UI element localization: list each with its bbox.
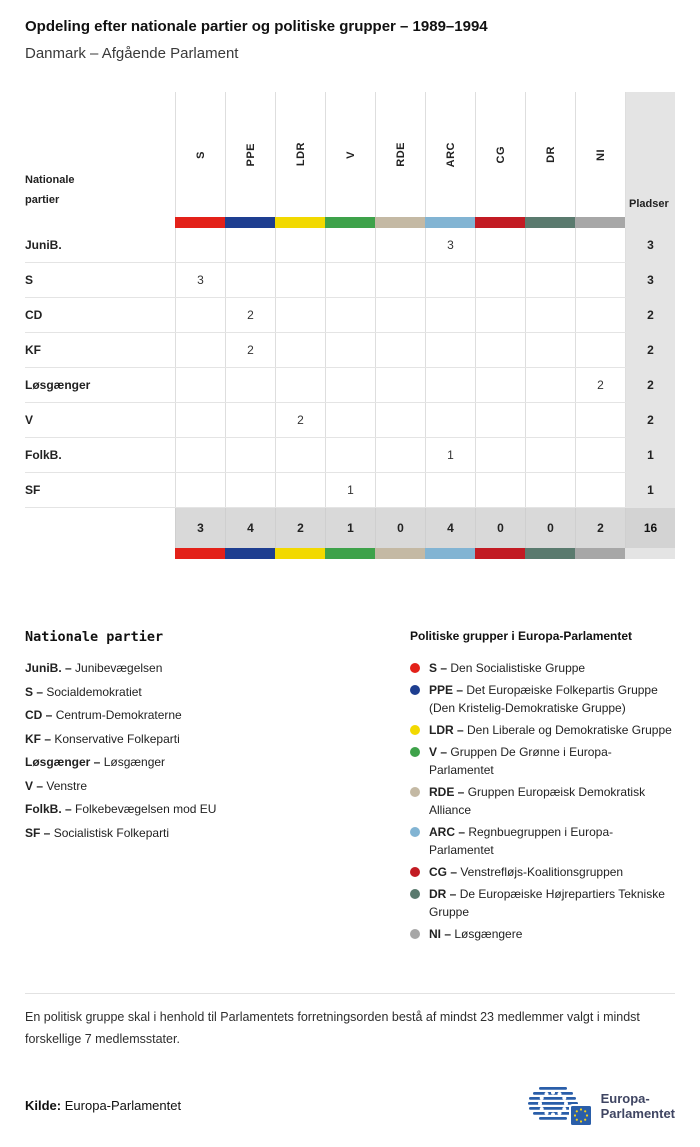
color-bar-V [325,548,375,559]
value-cell [375,438,425,472]
legend-party-abbr: FolkB. – [25,802,76,816]
group-code-label: ARC [444,141,457,168]
value-cell [175,473,225,507]
legend-color-dot [410,827,420,837]
legend-group-abbr: RDE – [429,785,468,799]
group-header-DR [525,92,575,217]
legend-group-text [429,743,675,779]
value-cell: 1 [325,473,375,507]
legend-group-name: Løsgængere [454,927,523,941]
legend-group-name: Gruppen Europæisk Demokratisk Alliance [429,785,646,817]
legend-party-name: Folkebevægelsen mod EU [75,802,217,816]
legend-party-abbr: KF – [25,731,55,746]
party-label: V [25,413,34,427]
legend-party-item [25,661,410,675]
value-cell [325,228,375,262]
legend-group-text [429,659,585,677]
value-cell [275,368,325,402]
value-cell: 3 [425,228,475,262]
legend-group-abbr: CG – [429,865,461,879]
group-header-NI [575,92,625,217]
value-cell [275,438,325,472]
seats-header-cell [625,92,675,217]
value-cell [475,228,525,262]
row-seats-cell: 2 [625,403,675,437]
value-cell [525,263,575,297]
legend-party-item [25,802,410,816]
color-bar-S [175,548,225,559]
value-cell [475,473,525,507]
table-row [25,403,675,438]
group-header-PPE [225,92,275,217]
total-cell: 4 [425,508,475,548]
legend-group-item [410,925,675,943]
row-seats-cell: 2 [625,368,675,402]
group-code-label: DR [544,146,557,163]
value-cell [175,403,225,437]
legend-party-name: Løsgænger [103,755,166,769]
value-cell [225,263,275,297]
group-code-label: RDE [394,142,407,167]
value-cell [325,263,375,297]
total-cell: 2 [275,508,325,548]
value-cell [525,473,575,507]
legend-party-name: Junibevægelsen [75,661,163,675]
legend-group-abbr: V – [429,745,451,759]
value-cell [425,403,475,437]
legend-party-name: Centrum-Demokraterne [55,708,182,722]
legend-party-abbr: JuniB. – [25,661,76,675]
color-bar-DR [525,548,575,559]
legend-group-name: De Europæiske Højrepartiers Tekniske Gruppe [429,887,665,919]
legend-parties [25,629,410,947]
color-bar-V [325,217,375,228]
legend-party-abbr: S – [25,684,47,699]
table-row [25,298,675,333]
legend-party-item [25,708,410,722]
value-cell [475,403,525,437]
group-header-V [325,92,375,217]
legend-group-item [410,823,675,859]
source [25,1098,181,1113]
bar-spacer [25,217,175,228]
row-axis-label-cell [25,92,175,217]
value-cell: 2 [225,298,275,332]
seats-header-label: Pladser [629,198,669,210]
value-cell [175,298,225,332]
value-cell [325,298,375,332]
legend-group-name: Den Socialistiske Gruppe [450,661,586,675]
legend-party-abbr: CD – [25,708,56,722]
legend-group-abbr: NI – [429,927,455,941]
value-cell [225,228,275,262]
value-cell [175,228,225,262]
color-bar-top [25,217,675,228]
value-cell [225,368,275,402]
value-cell [425,333,475,367]
legend-groups-list [410,659,675,943]
legend-group-abbr: S – [429,661,451,675]
legend-group-abbr: LDR – [429,723,468,737]
table-total-row [25,508,675,548]
value-cell: 2 [225,333,275,367]
row-seats-cell: 3 [625,263,675,297]
bar-seats-cell [625,548,675,559]
group-code-label: CG [494,145,507,164]
legend-group-name: Gruppen De Grønne i Europa-Parlamentet [429,745,612,777]
table-row [25,368,675,403]
legend-group-item [410,681,675,717]
legends [25,629,675,947]
color-bar-LDR [275,217,325,228]
group-header-S [175,92,225,217]
value-cell [325,438,375,472]
legend-party-abbr: V – [25,778,47,793]
bar-seats-cell [625,217,675,228]
party-label: SF [25,483,41,497]
legend-party-item [25,732,410,746]
legend-group-item [410,783,675,819]
seats-table [25,92,675,559]
legend-party-item [25,826,410,840]
value-cell [375,333,425,367]
value-cell [475,438,525,472]
value-cell [175,368,225,402]
legend-group-text [429,885,675,921]
party-label: CD [25,308,43,322]
total-cell: 0 [525,508,575,548]
value-cell [425,368,475,402]
row-seats-cell: 2 [625,333,675,367]
value-cell [525,298,575,332]
value-cell [525,368,575,402]
legend-party-abbr: SF – [25,825,54,840]
legend-color-dot [410,867,420,877]
bar-spacer [25,548,175,559]
color-bar-LDR [275,548,325,559]
group-code-label: PPE [244,142,257,167]
ep-logo-wordmark-line1: Europa- [600,1090,650,1106]
page-subtitle: Danmark – Afgående Parlament [25,45,239,62]
group-header-RDE [375,92,425,217]
legend-party-name: Venstre [46,778,88,793]
group-header-LDR [275,92,325,217]
value-cell [475,298,525,332]
value-cell [375,263,425,297]
value-cell [525,228,575,262]
color-bar-PPE [225,217,275,228]
value-cell [375,368,425,402]
table-row [25,228,675,263]
legend-group-item [410,743,675,779]
color-bar-ARC [425,548,475,559]
legend-group-text [429,925,522,943]
value-cell [425,298,475,332]
ep-logo-wordmark [601,1091,675,1121]
value-cell [575,403,625,437]
legend-group-abbr: DR – [429,887,460,901]
legend-group-item [410,863,675,881]
value-cell [575,473,625,507]
table-row [25,473,675,508]
group-header-ARC [425,92,475,217]
legend-color-dot [410,685,420,695]
ep-logo-icon [524,1083,594,1129]
legend-group-name: Det Europæiske Folkepartis Gruppe (Den Kristelig-Demokratiske Gruppe) [429,683,658,715]
table-row [25,263,675,298]
legend-color-dot [410,747,420,757]
legend-party-name: Socialdemokratiet [46,684,142,699]
color-bar-ARC [425,217,475,228]
value-cell [175,438,225,472]
color-bar-CG [475,548,525,559]
value-cell [225,438,275,472]
legend-group-text [429,783,675,819]
legend-parties-list [25,661,410,840]
color-bar-S [175,217,225,228]
legend-color-dot [410,929,420,939]
total-cell: 1 [325,508,375,548]
value-cell [575,298,625,332]
value-cell [425,263,475,297]
ep-logo-wordmark-line2: Parlamentet [600,1105,675,1121]
group-header-CG [475,92,525,217]
value-cell: 1 [425,438,475,472]
legend-group-name: Venstrefløjs-Koalitionsgruppen [460,865,624,879]
row-axis-label: Nationale partier [25,174,75,207]
value-cell [525,333,575,367]
value-cell: 2 [575,368,625,402]
group-code-label: LDR [294,142,307,167]
legend-group-name: Regnbuegruppen i Europa-Parlamentet [429,825,614,857]
legend-party-name: Socialistisk Folkeparti [53,825,170,840]
legend-groups [410,629,675,947]
legend-party-item [25,755,410,769]
party-label: FolkB. [25,448,62,462]
group-code-label: NI [594,148,607,161]
value-cell [475,333,525,367]
value-cell [525,438,575,472]
legend-group-abbr: PPE – [429,683,467,697]
value-cell [375,473,425,507]
row-seats-cell: 2 [625,298,675,332]
value-cell [375,228,425,262]
legend-party-abbr: Løsgænger – [25,755,104,769]
legend-group-text [429,681,675,717]
color-bar-RDE [375,217,425,228]
value-cell [575,263,625,297]
source-label: Kilde: [25,1098,62,1114]
legend-group-item [410,659,675,677]
party-label: S [25,273,34,287]
value-cell [175,333,225,367]
footnote: En politisk gruppe skal i henhold til Parlamentets forretningsorden bestå af mindst 23 medlemmer valgt i mindst forskellige 7 medlemsstater. [25,993,675,1051]
table-body [25,228,675,508]
total-cell: 2 [575,508,625,548]
value-cell [325,333,375,367]
color-bar-NI [575,217,625,228]
legend-party-name: Konservative Folkeparti [54,731,180,746]
row-seats-cell: 3 [625,228,675,262]
value-cell [525,403,575,437]
color-bar-RDE [375,548,425,559]
source-value: Europa-Parlamentet [64,1098,182,1114]
legend-group-text [429,823,675,859]
legend-group-text [429,721,672,739]
color-bar-DR [525,217,575,228]
value-cell [325,403,375,437]
group-code-label: V [344,150,357,159]
total-seats-cell: 16 [625,508,675,548]
value-cell [275,298,325,332]
legend-group-item [410,721,675,739]
value-cell [475,368,525,402]
legend-color-dot [410,889,420,899]
total-cell: 0 [475,508,525,548]
footer [25,1083,675,1129]
legend-group-item [410,885,675,921]
legend-color-dot [410,787,420,797]
value-cell [475,263,525,297]
value-cell [375,403,425,437]
row-seats-cell: 1 [625,438,675,472]
party-label: JuniB. [25,238,62,252]
legend-color-dot [410,663,420,673]
value-cell [575,228,625,262]
value-cell [575,333,625,367]
color-bar-PPE [225,548,275,559]
row-seats-cell: 1 [625,473,675,507]
party-label: Løsgænger [25,378,91,392]
legend-party-item [25,685,410,699]
value-cell: 3 [175,263,225,297]
legend-parties-title: Nationale partier [25,629,164,645]
value-cell [275,473,325,507]
value-cell [275,333,325,367]
legend-party-item [25,779,410,793]
value-cell [575,438,625,472]
total-cell: 4 [225,508,275,548]
legend-group-name: Den Liberale og Demokratiske Gruppe [467,723,672,737]
page-title: Opdeling efter nationale partier og politiske grupper – 1989–1994 [25,18,488,35]
legend-group-text [429,863,623,881]
color-bar-CG [475,217,525,228]
party-label: KF [25,343,41,357]
legend-color-dot [410,725,420,735]
value-cell [225,473,275,507]
total-cell: 3 [175,508,225,548]
color-bar-NI [575,548,625,559]
value-cell [275,228,325,262]
legend-group-abbr: ARC – [429,825,469,839]
color-bar-bottom [25,548,675,559]
value-cell [375,298,425,332]
group-code-label: S [194,150,207,159]
value-cell [325,368,375,402]
total-cell: 0 [375,508,425,548]
value-cell: 2 [275,403,325,437]
table-row [25,438,675,473]
value-cell [225,403,275,437]
value-cell [425,473,475,507]
ep-logo-block [524,1083,675,1129]
value-cell [275,263,325,297]
total-spacer [25,508,175,548]
legend-groups-title: Politiske grupper i Europa-Parlamentet [410,629,633,643]
table-header-row [25,92,675,217]
table-row [25,333,675,368]
